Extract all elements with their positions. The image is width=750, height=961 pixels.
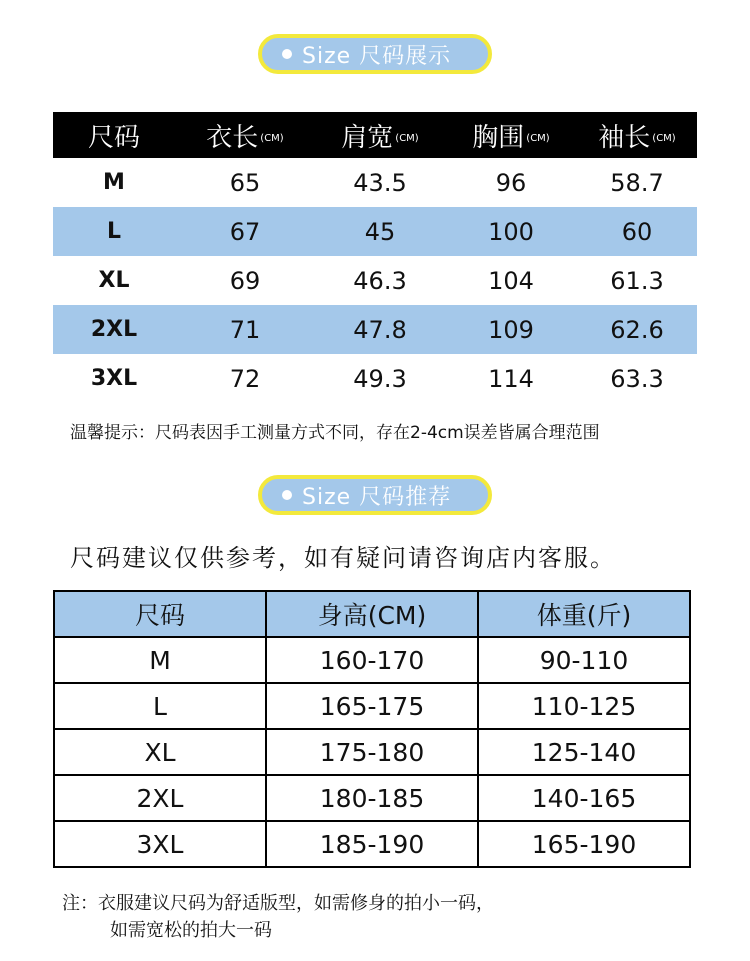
size-cell: L (54, 683, 266, 729)
section-title-text: Size 尺码展示 (302, 43, 452, 69)
value-cell: 61.3 (610, 266, 664, 295)
size-recommend-table (53, 590, 691, 868)
header-cell: 体重(斤) (478, 591, 690, 637)
table-row (54, 637, 690, 683)
bullet-dot-icon (282, 49, 292, 59)
value-cell: 109 (488, 315, 534, 344)
value-cell: 100 (488, 217, 534, 246)
size-cell: XL (98, 268, 130, 293)
value-cell: 104 (488, 266, 534, 295)
header-cell: 肩宽 (CM) (341, 122, 419, 153)
section-title-text: Size 尺码推荐 (302, 484, 452, 510)
size-cell: 3XL (90, 366, 138, 391)
bullet-dot-icon (282, 490, 292, 500)
value-cell: 43.5 (353, 168, 407, 197)
measurement-tip: 温馨提示：尺码表因手工测量方式不同，存在2-4cm误差皆属合理范围 (70, 423, 600, 443)
size-cell: 2XL (90, 317, 138, 342)
value-cell: 96 (495, 168, 527, 197)
table-row (53, 158, 697, 207)
size-cell: M (103, 170, 125, 195)
weight-cell: 110-125 (478, 683, 690, 729)
height-cell: 185-190 (266, 821, 478, 867)
value-cell: 49.3 (353, 364, 407, 393)
unit-label: (CM) (526, 132, 550, 144)
size-cell: L (106, 219, 122, 244)
header-cell: 尺码 (54, 591, 266, 637)
header-cell: 身高(CM) (266, 591, 478, 637)
value-cell: 69 (229, 266, 261, 295)
size-cell: 3XL (54, 821, 266, 867)
value-cell: 71 (229, 315, 261, 344)
value-cell: 65 (229, 168, 261, 197)
height-cell: 160-170 (266, 637, 478, 683)
size-measurement-table (53, 112, 697, 403)
table-row (53, 305, 697, 354)
table-row (53, 256, 697, 305)
value-cell: 45 (364, 217, 396, 246)
header-cell: 胸围 (CM) (472, 122, 550, 153)
header-cell: 尺码 (87, 122, 140, 153)
table-row (53, 354, 697, 403)
table-header-row (54, 591, 690, 637)
weight-cell: 90-110 (478, 637, 690, 683)
table-row (54, 683, 690, 729)
value-cell: 114 (488, 364, 534, 393)
section-title-size-display (258, 34, 492, 74)
section-title-size-recommend (258, 475, 492, 515)
size-cell: 2XL (54, 775, 266, 821)
unit-label: (CM) (260, 132, 284, 144)
weight-cell: 125-140 (478, 729, 690, 775)
value-cell: 63.3 (610, 364, 664, 393)
unit-label: (CM) (395, 132, 419, 144)
weight-cell: 140-165 (478, 775, 690, 821)
value-cell: 67 (229, 217, 261, 246)
value-cell: 60 (621, 217, 653, 246)
fit-note-line2: 如需宽松的拍大一码 (110, 920, 272, 941)
table-row (54, 821, 690, 867)
height-cell: 180-185 (266, 775, 478, 821)
recommend-intro-text: 尺码建议仅供参考，如有疑问请咨询店内客服。 (70, 544, 616, 572)
header-cell: 袖长 (CM) (598, 122, 676, 153)
table-header-row (53, 112, 697, 158)
value-cell: 62.6 (610, 315, 664, 344)
value-cell: 58.7 (610, 168, 664, 197)
value-cell: 47.8 (353, 315, 407, 344)
size-cell: XL (54, 729, 266, 775)
value-cell: 72 (229, 364, 261, 393)
height-cell: 165-175 (266, 683, 478, 729)
weight-cell: 165-190 (478, 821, 690, 867)
header-cell: 衣长 (CM) (206, 122, 284, 153)
table-row (53, 207, 697, 256)
table-row (54, 775, 690, 821)
fit-note-line1: 注：衣服建议尺码为舒适版型，如需修身的拍小一码， (62, 893, 494, 914)
unit-label: (CM) (652, 132, 676, 144)
table-row (54, 729, 690, 775)
value-cell: 46.3 (353, 266, 407, 295)
size-cell: M (54, 637, 266, 683)
height-cell: 175-180 (266, 729, 478, 775)
